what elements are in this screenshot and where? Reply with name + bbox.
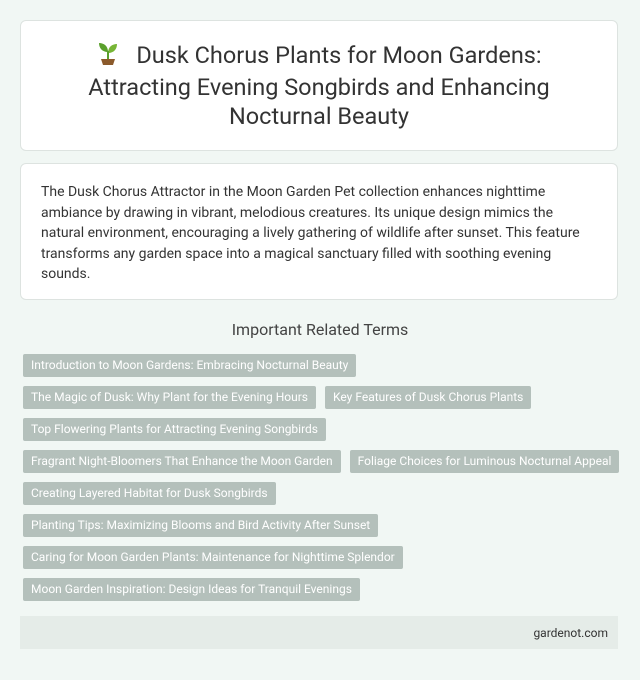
page-title-text: Dusk Chorus Plants for Moon Gardens: Attracting Evening Songbirds and Enhancing Nocturnal Beauty <box>88 41 550 130</box>
description-text: The Dusk Chorus Attractor in the Moon Garden Pet collection enhances nighttime ambiance by drawing in vibrant, melodious creatures. Its unique design mimics the natural environment, encouraging a lively gathering of wildlife after sunset. This feature transforms any garden space into a magical sanctuary filled with soothing evening sounds. <box>41 184 580 282</box>
related-term-tag[interactable]: Key Features of Dusk Chorus Plants <box>325 386 531 409</box>
related-term-tag[interactable]: Creating Layered Habitat for Dusk Songbirds <box>23 482 276 505</box>
footer <box>20 616 618 649</box>
page-title <box>21 40 617 131</box>
related-term-tag[interactable]: Planting Tips: Maximizing Blooms and Bird Activity After Sunset <box>23 514 378 537</box>
related-term-tag[interactable]: Caring for Moon Garden Plants: Maintenance for Nighttime Splendor <box>23 546 403 569</box>
related-term-tag[interactable]: The Magic of Dusk: Why Plant for the Evening Hours <box>23 386 316 409</box>
title-card <box>20 20 618 151</box>
related-terms-heading: Important Related Terms <box>231 320 409 339</box>
related-term-tag[interactable]: Fragrant Night-Bloomers That Enhance the Moon Garden <box>23 450 341 473</box>
related-term-tag[interactable]: Moon Garden Inspiration: Design Ideas for Tranquil Evenings <box>23 578 360 601</box>
description-card <box>20 163 618 300</box>
sprout-icon <box>96 40 120 73</box>
footer-site-link[interactable]: gardenot.com <box>533 625 608 640</box>
related-terms-list <box>23 354 623 601</box>
related-term-tag[interactable]: Top Flowering Plants for Attracting Evening Songbirds <box>23 418 326 441</box>
related-term-tag[interactable]: Foliage Choices for Luminous Nocturnal Appeal <box>350 450 620 473</box>
related-term-tag[interactable]: Introduction to Moon Gardens: Embracing Nocturnal Beauty <box>23 354 356 377</box>
